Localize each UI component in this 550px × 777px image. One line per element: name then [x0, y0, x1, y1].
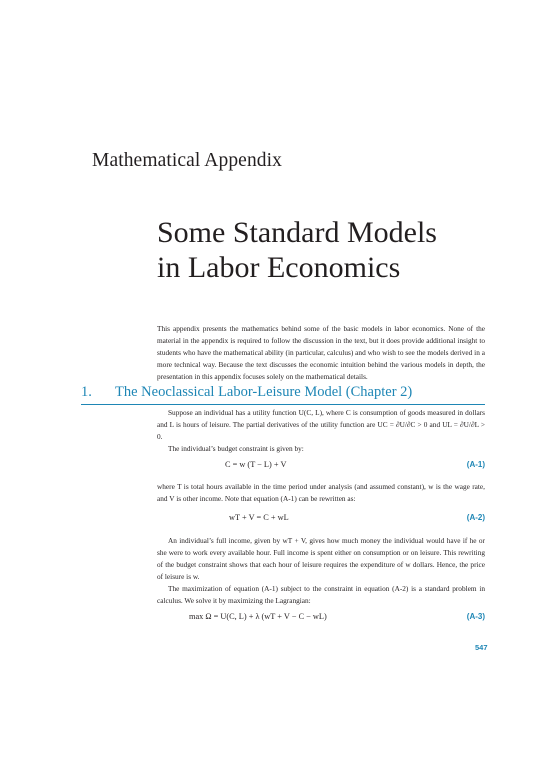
- equation-a1-label: (A-1): [466, 460, 485, 469]
- appendix-label: Mathematical Appendix: [92, 150, 283, 171]
- equation-a1-expr: C = w (T − L) + V: [225, 460, 287, 469]
- intro-text: This appendix presents the mathematics behind some of the basic models in labor economics. None of the material in the appendix is required to follow the discussion in the text, but it does provide additional insight to students who have the mathematical ability (in particular, calculus) and who wish to see the models derived in a more technical way. Because the text discusses the economic intuition behind the various models in depth, the presentation in this appendix focuses solely on the mathematical details.: [157, 324, 485, 382]
- paragraph-budget: The individual’s budget constraint is given by:: [168, 444, 304, 454]
- equation-a1: [157, 459, 485, 471]
- equation-a3-label: (A-3): [466, 612, 485, 621]
- chapter-title: [157, 215, 437, 285]
- chapter-title-line-2: in Labor Economics: [157, 251, 401, 284]
- chapter-title-line-1: Some Standard Models: [157, 216, 437, 249]
- equation-a2-expr: wT + V = C + wL: [229, 513, 289, 522]
- equation-a3-expr: max Ω = U(C, L) + λ (wT + V − C − wL): [189, 612, 327, 621]
- page-number: 547: [475, 643, 488, 652]
- paragraph-group-1: [157, 407, 485, 455]
- paragraph-utility: Suppose an individual has a utility function U(C, L), where C is consumption of goods measured in dollars and L is hours of leisure. The partial derivatives of the utility function are UC = ∂U/∂C > 0 and UL = ∂U/∂L > 0.: [157, 408, 485, 442]
- equation-a2-label: (A-2): [466, 513, 485, 522]
- equation-a2: [157, 512, 485, 524]
- section-heading: [81, 384, 485, 405]
- section-number: 1.: [81, 384, 92, 400]
- section-title: The Neoclassical Labor-Leisure Model (Chapter 2): [115, 384, 413, 400]
- paragraph-where: where T is total hours available in the time period under analysis (and assumed constant), w is the wage rate, and V is other income. Note that equation (A-1) can be rewritten as:: [157, 482, 485, 504]
- paragraph-full-income: An individual’s full income, given by wT + V, gives how much money the individual would have if he or she were to work every available hour. Full income is spent either on consumption or on leisure. This rewriting of the budget constraint shows that each hour of leisure requires the expenditure of w dollars. Hence, the price of leisure is w.: [157, 536, 485, 582]
- paragraph-maximization: The maximization of equation (A-1) subject to the constraint in equation (A-2) is a standard problem in calculus. We solve it by maximizing the Lagrangian:: [157, 584, 485, 606]
- paragraph-group-2: [157, 481, 485, 505]
- paragraph-group-3: [157, 535, 485, 608]
- equation-a3: [157, 611, 485, 623]
- intro-paragraph: [157, 323, 485, 383]
